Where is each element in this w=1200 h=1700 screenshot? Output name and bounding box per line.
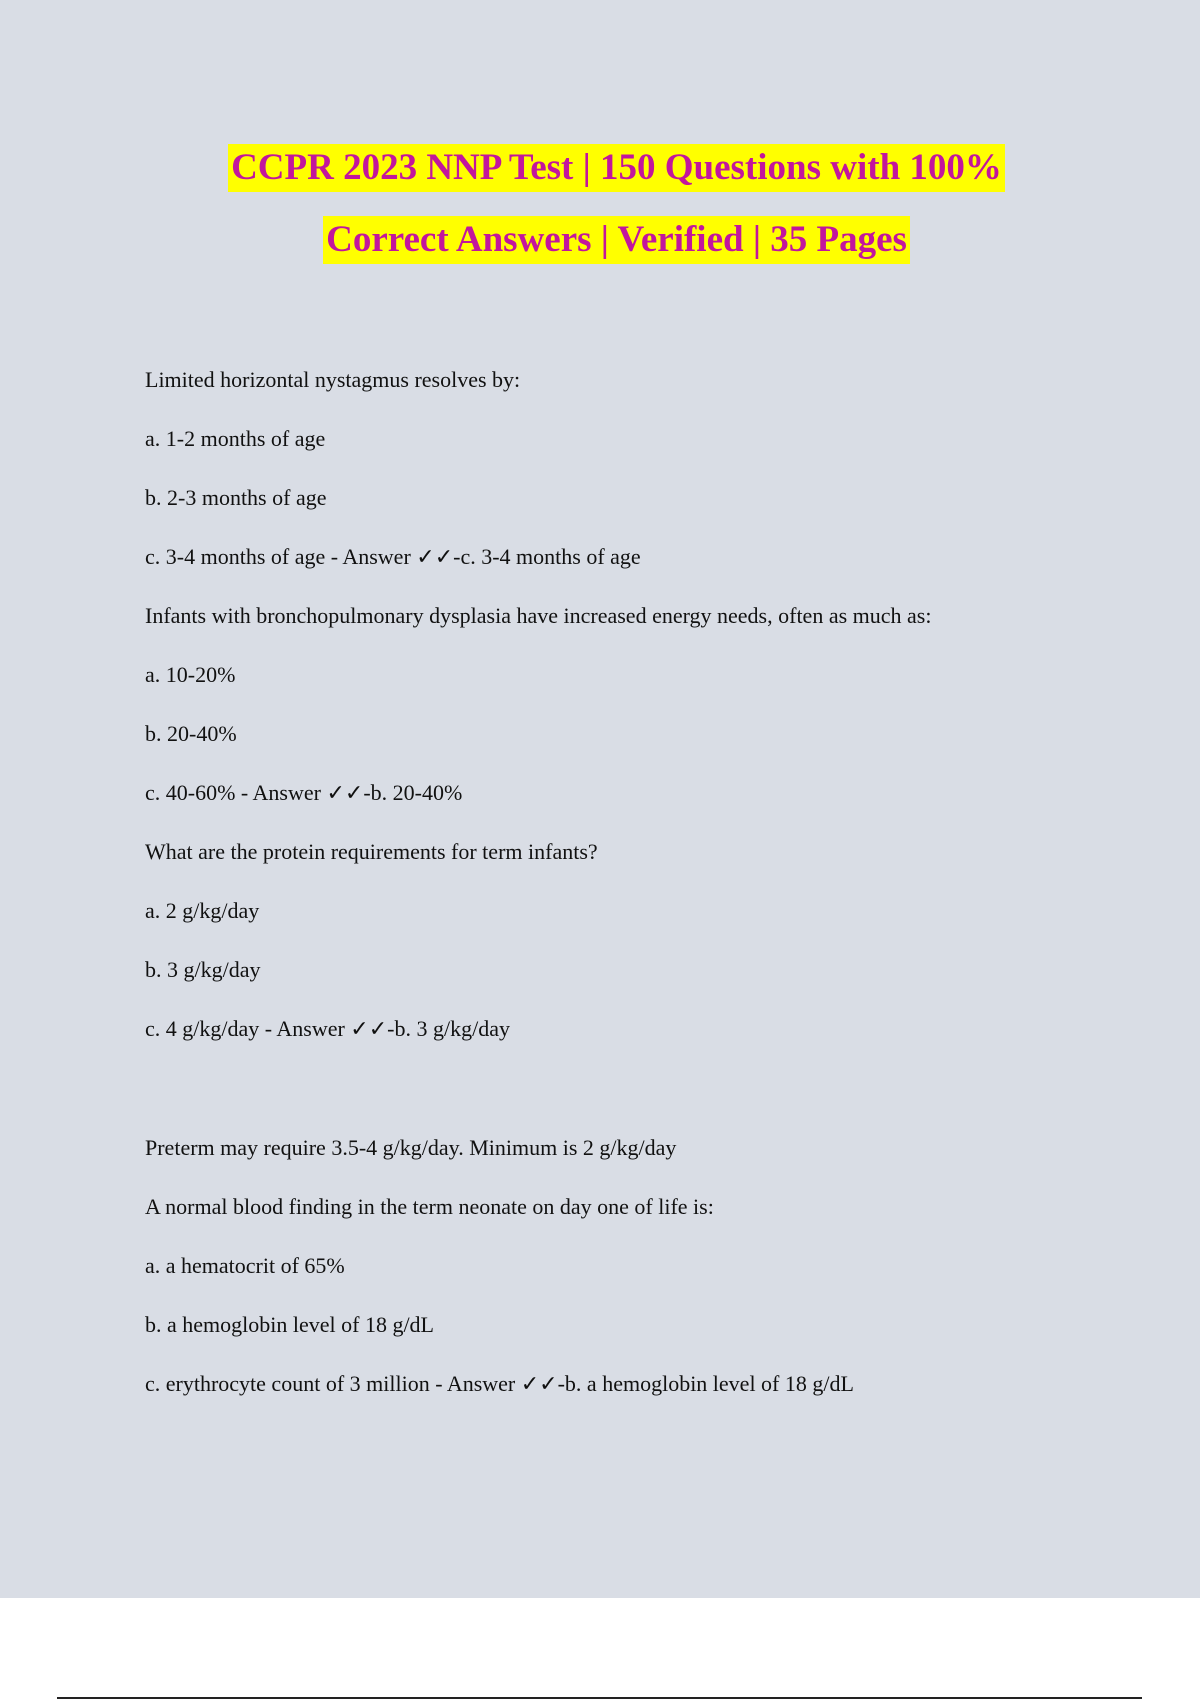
question-list: [145, 366, 1145, 1429]
question-text: What are the protein requirements for term infants?: [145, 839, 598, 864]
question-block-4: [145, 1193, 1145, 1429]
spacer: [145, 1074, 1145, 1134]
option-c-with-answer: c. 40-60% - Answer ✓✓-b. 20-40%: [145, 780, 463, 805]
question-block-2: [145, 602, 1145, 838]
option-a: a. a hematocrit of 65%: [145, 1253, 345, 1278]
option-c-with-answer: c. 4 g/kg/day - Answer ✓✓-b. 3 g/kg/day: [145, 1016, 510, 1041]
option-a: a. 10-20%: [145, 662, 236, 687]
option-a: a. 1-2 months of age: [145, 426, 326, 451]
question-text: A normal blood finding in the term neonate on day one of life is:: [145, 1194, 714, 1219]
question-text: Limited horizontal nystagmus resolves by:: [145, 367, 521, 392]
option-b: b. 3 g/kg/day: [145, 957, 261, 982]
option-c-with-answer: c. 3-4 months of age - Answer ✓✓-c. 3-4 months of age: [145, 544, 641, 569]
option-b: b. 2-3 months of age: [145, 485, 327, 510]
question-block-3: [145, 838, 1145, 1193]
question-block-1: [145, 366, 1145, 602]
option-c-with-answer: c. erythrocyte count of 3 million - Answer ✓✓-b. a hemoglobin level of 18 g/dL: [145, 1371, 854, 1396]
title-line-1: CCPR 2023 NNP Test | 150 Questions with 100%: [228, 144, 1005, 192]
answer-note: Preterm may require 3.5-4 g/kg/day. Minimum is 2 g/kg/day: [145, 1135, 677, 1160]
option-a: a. 2 g/kg/day: [145, 898, 260, 923]
document-title: [0, 144, 1200, 288]
question-text: Infants with bronchopulmonary dysplasia have increased energy needs, often as much as:: [145, 603, 932, 628]
option-b: b. a hemoglobin level of 18 g/dL: [145, 1312, 434, 1337]
title-line-2: Correct Answers | Verified | 35 Pages: [323, 216, 910, 264]
option-b: b. 20-40%: [145, 721, 237, 746]
page-divider: [57, 1697, 1142, 1699]
